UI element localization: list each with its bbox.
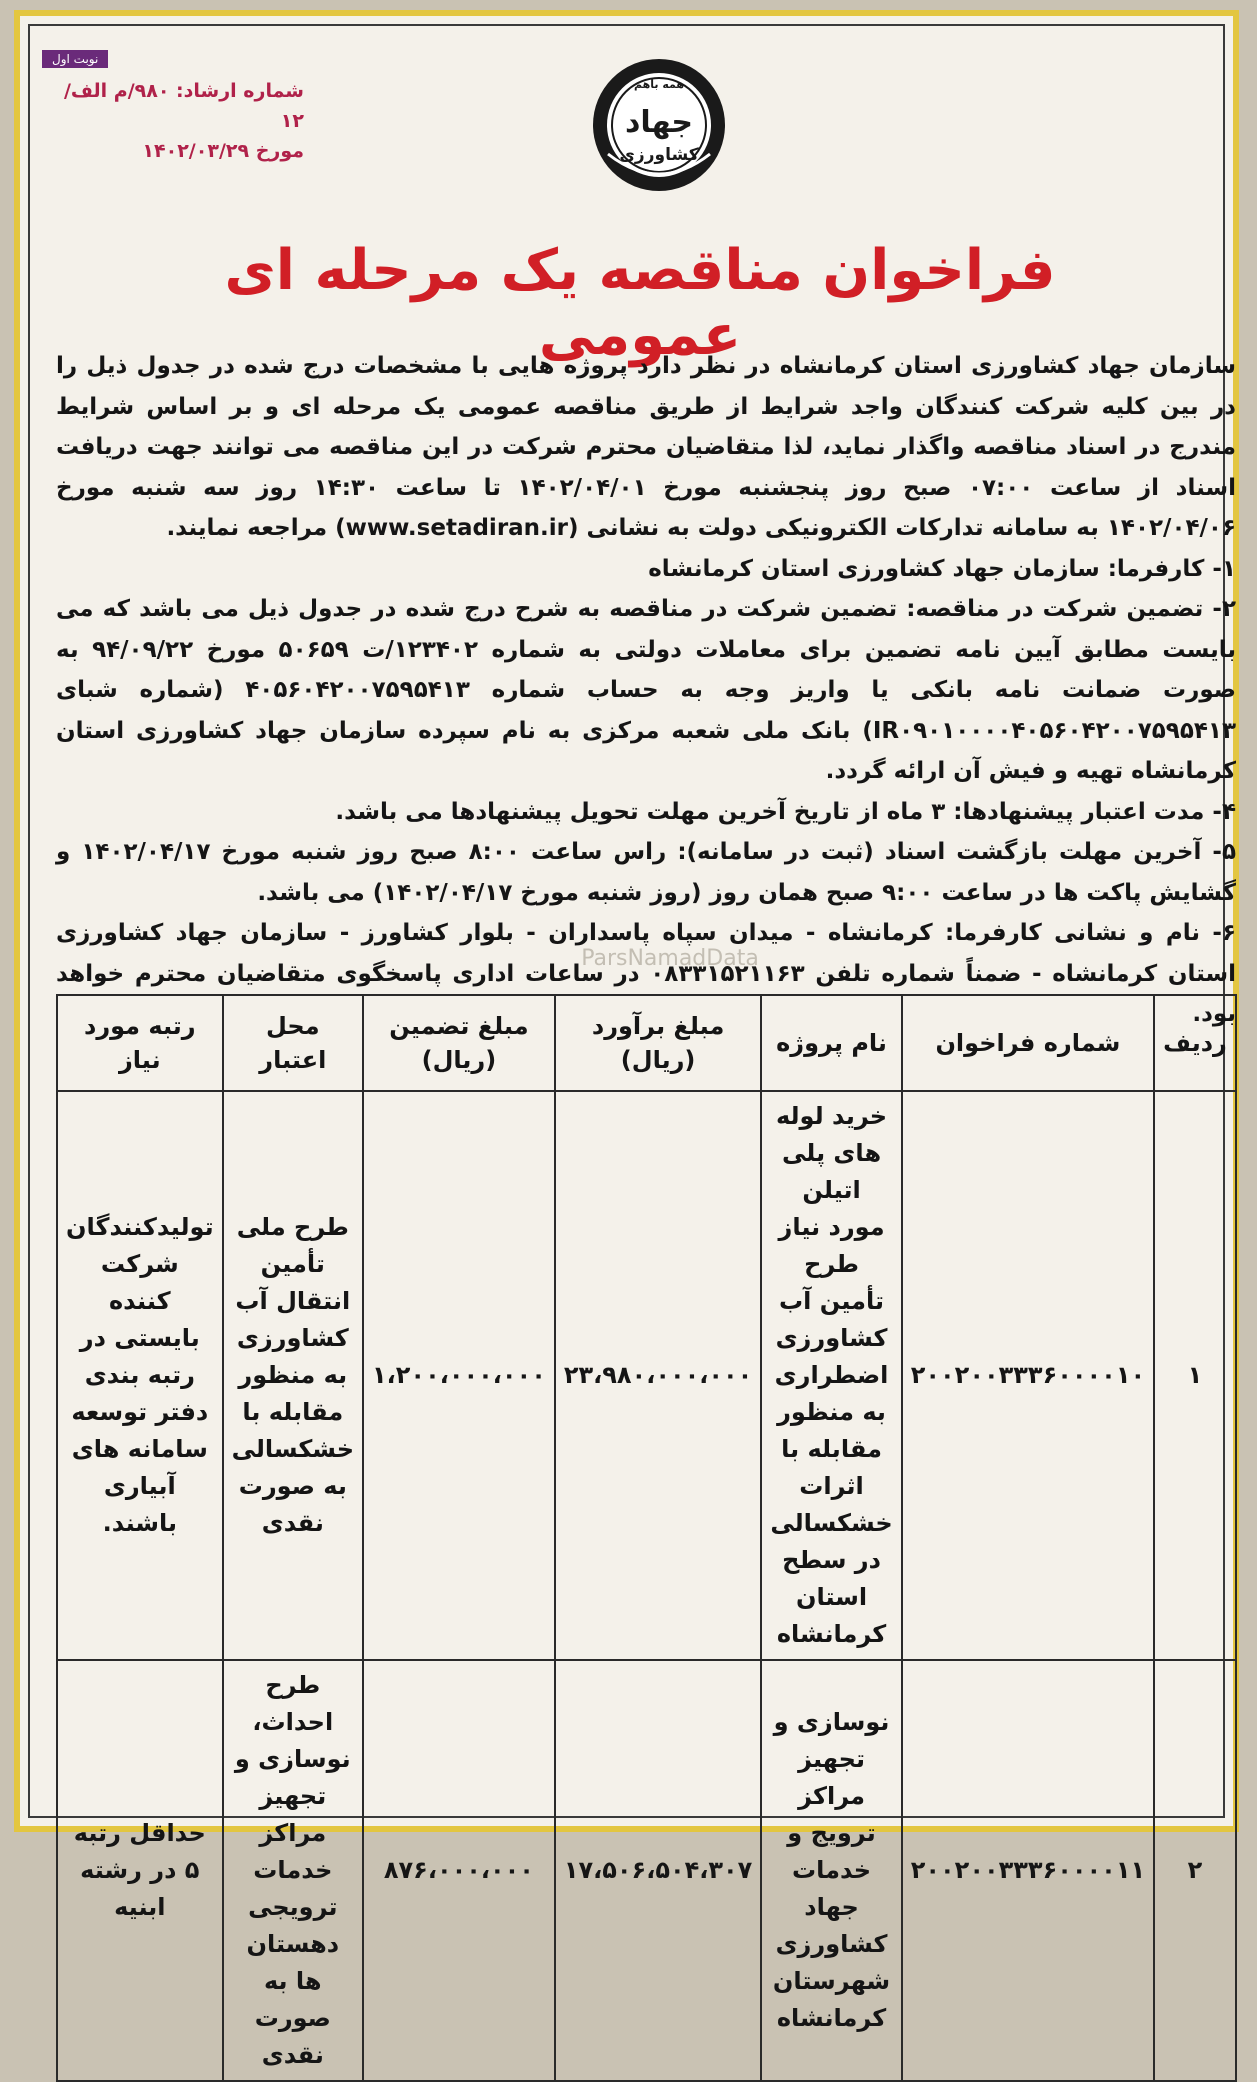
clause-deadline: ۵- آخرین مهلت بازگشت اسناد (ثبت در سامانه): راس ساعت ۸:۰۰ صبح روز شنبه مورخ ۱۴۰۲/۰۴/۱۷ و گشایش پاکت ها در ساعت ۹:۰۰ صبح همان روز (روز شنبه مورخ ۱۴۰۲/۰۴/۱۷) می باشد. [56,839,1236,906]
intro-paragraph: سازمان جهاد کشاورزی استان کرمانشاه در نظر دارد پروژه هایی با مشخصات درج شده در جدول ذیل را در بین کلیه شرکت کنندگان واجد شرایط از طریق مناقصه عمومی یک مرحله ای و بر اساس شرایط مندرج در اسناد مناقصه واگذار نماید، لذا متقاضیان محترم شرکت در این مناقصه می توانند جهت دریافت اسناد از ساعت ۰۷:۰۰ صبح روز پنجشنبه مورخ ۱۴۰۲/۰۴/۰۱ تا ساعت ۱۴:۳۰ روز سه شنبه مورخ ۱۴۰۲/۰۴/۰۶ به سامانه تدارکات الکترونیکی دولت به نشانی (www.setadiran.ir) مراجعه نمایند. [56,353,1236,541]
cell-row-number: ۱ [1154,1091,1236,1660]
table-row [57,1660,1236,2081]
cell-row-number: ۲ [1154,1660,1236,2081]
cell-rank: حداقل رتبه ۵ در رشته ابنیه [57,1660,223,2081]
reference-block [44,76,304,166]
notice-body [56,346,1236,1035]
reference-date: مورخ ۱۴۰۲/۰۳/۲۹ [142,140,304,162]
reference-number: شماره ارشاد: ۹۸۰/م الف/۱۲ [63,80,304,132]
clause-guarantee: ۲- تضمین شرکت در مناقصه: تضمین شرکت در مناقصه به شرح درج شده در جدول ذیل می باشد که می بایست مطابق آیین نامه تضمین برای معاملات دولتی به شماره ۱۲۳۴۰۲/ت ۵۰۶۵۹ مورخ ۹۴/۰۹/۲۲ به صورت ضمانت نامه بانکی یا واریز وجه به حساب شماره ۴۰۵۶۰۴۲۰۰۷۵۹۵۴۱۳ (شماره شبای IR۰۹۰۱۰۰۰۰۴۰۵۶۰۴۲۰۰۷۵۹۵۴۱۳) بانک ملی شعبه مرکزی به نام سپرده سازمان جهاد کشاورزی استان کرمانشاه تهیه و فیش آن ارائه گردد. [56,596,1237,784]
tender-table [56,994,1237,2082]
clause-employer: ۱- کارفرما: سازمان جهاد کشاورزی استان کرمانشاه [648,555,1236,582]
cell-rank: تولیدکنندگان شرکت کننده بایستی در رتبه بندی دفتر توسعه سامانه های آبیاری باشند. [57,1091,223,1660]
clause-address: ۶- نام و نشانی کارفرما: کرمانشاه - میدان سپاه پاسداران - بلوار کشاورز - سازمان جهاد کشاورزی استان کرمانشاه - ضمناً شماره تلفن ۰۸۳۳۱۵۲۱۱۶۳ در ساعات اداری پاسخگوی متقاضیان محترم خواهد بود. [56,920,1236,1027]
watermark: ParsNamadData [581,946,759,971]
table-header-row [57,995,1236,1091]
header-rank: رتبه مورد نیاز [57,995,223,1091]
table-row [57,1091,1236,1660]
logo-top-text: همه باهم [633,78,685,91]
tender-notice-page [14,10,1239,2069]
cell-project-name: خرید لوله های پلی اتیلن مورد نیاز طرح تأمین آب کشاورزی اضطراری به منظور مقابله با اثرات خشکسالی در سطح استان کرمانشاه [761,1091,901,1660]
clause-validity: ۴- مدت اعتبار پیشنهادها: ۳ ماه از تاریخ آخرین مهلت تحویل پیشنهادها می باشد. [335,798,1236,825]
logo-main-text: جهاد [624,105,694,140]
header-row-number: ردیف [1154,995,1236,1091]
cell-guarantee: ۱،۲۰۰،۰۰۰،۰۰۰ [363,1091,555,1660]
jahad-logo-icon [588,54,730,196]
cell-estimate: ۲۳،۹۸۰،۰۰۰،۰۰۰ [555,1091,761,1660]
header-estimate: مبلغ برآورد (ریال) [555,995,761,1091]
cell-funding: طرح ملی تأمین انتقال آب کشاورزی به منظور مقابله با خشکسالی به صورت نقدی [223,1091,363,1660]
cell-guarantee: ۸۷۶،۰۰۰،۰۰۰ [363,1660,555,2081]
cell-estimate: ۱۷،۵۰۶،۵۰۴،۳۰۷ [555,1660,761,2081]
cell-call-number: ۲۰۰۲۰۰۳۳۳۶۰۰۰۰۱۱ [902,1660,1154,2081]
header-call-number: شماره فراخوان [902,995,1154,1091]
header-project-name: نام پروژه [761,995,901,1091]
notice-title: فراخوان مناقصه یک مرحله ای عمومی [224,238,1056,368]
cell-call-number: ۲۰۰۲۰۰۳۳۳۶۰۰۰۰۱۰ [902,1091,1154,1660]
cell-project-name: نوسازی و تجهیز مراکز ترویج و خدمات جهاد کشاورزی شهرستان کرمانشاه [761,1660,901,2081]
logo-bottom-text: کشاورزی [619,145,699,165]
header-guarantee: مبلغ تضمین (ریال) [363,995,555,1091]
cell-funding: طرح احداث، نوسازی و تجهیز مراکز خدمات ترویجی دهستان ها به صورت نقدی [223,1660,363,2081]
publication-badge: نوبت اول [42,50,108,68]
header-funding: محل اعتبار [223,995,363,1091]
